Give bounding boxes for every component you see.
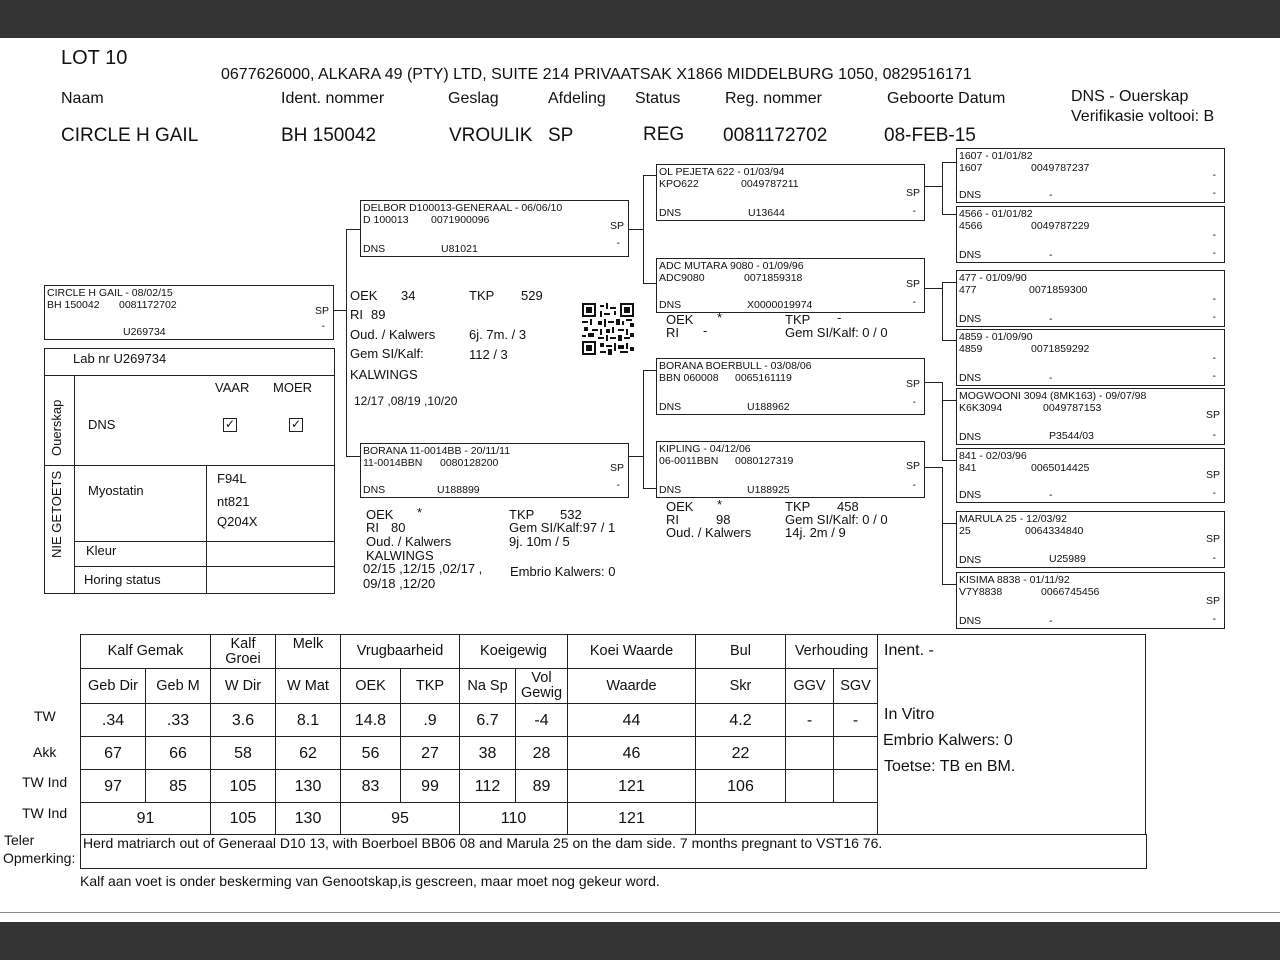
akk-cell xyxy=(786,737,834,770)
gp4-id: 06-0011BBN xyxy=(659,455,719,467)
sire-sp: SP xyxy=(609,220,624,232)
label-naam: Naam xyxy=(61,90,104,107)
ggp5-id: K6K3094 xyxy=(959,402,1003,414)
ev-sub-w-mat: W Mat xyxy=(276,669,341,704)
sire-kalwings-value: 12/17 ,08/19 ,10/20 xyxy=(354,394,458,408)
ggp3-id: 477 xyxy=(959,284,977,296)
toetse: Toetse: TB en BM. xyxy=(884,758,1016,775)
row-label-tw: TW xyxy=(34,708,56,724)
sire-ri-value: 89 xyxy=(371,307,386,322)
gp4-gem: Gem SI/Kalf: 0 / 0 xyxy=(785,512,888,527)
inent: Inent. - xyxy=(884,642,934,659)
lab-moer: MOER xyxy=(273,380,312,395)
kleur-label: Kleur xyxy=(86,543,117,558)
twind2-cell: 121 xyxy=(568,803,696,835)
ev-side-panel xyxy=(878,635,1146,835)
twind-cell: 106 xyxy=(696,770,786,803)
value-reg: 0081172702 xyxy=(723,125,828,146)
ev-sub-sgv: SGV xyxy=(834,669,878,704)
akk-cell: 56 xyxy=(341,737,401,770)
dam-dash: - xyxy=(616,479,620,491)
ggp6-id: 841 xyxy=(959,462,977,474)
gp2-id: ADC9080 xyxy=(659,272,705,284)
gp4-ri-label: RI xyxy=(666,512,679,527)
gp3-id: BBN 060008 xyxy=(659,372,719,384)
dam-tkp-label: TKP xyxy=(509,507,535,522)
ev-group-vrugbaarheid: Vrugbaarheid xyxy=(341,635,460,669)
row-label-twind: TW Ind xyxy=(22,774,68,790)
akk-cell: 22 xyxy=(696,737,786,770)
myostatin-nt821: nt821 xyxy=(217,494,250,509)
ggp1-dash2: - xyxy=(1212,187,1216,199)
ggp2-title: 4566 - 01/01/82 xyxy=(959,208,1033,220)
twind-cell: 89 xyxy=(516,770,568,803)
gp4-ri-value: 98 xyxy=(716,512,731,527)
bottom-divider xyxy=(0,912,1280,913)
myostatin-q204x: Q204X xyxy=(217,514,258,529)
tw-cell: .33 xyxy=(146,704,211,737)
value-status: REG xyxy=(643,124,685,145)
gp1-dns: DNS xyxy=(659,207,682,219)
akk-cell: 27 xyxy=(401,737,460,770)
subject-reg: 0081172702 xyxy=(119,299,177,311)
sire-box xyxy=(360,200,629,257)
tw-cell: 6.7 xyxy=(460,704,516,737)
ggp7-dash2: - xyxy=(1212,552,1216,564)
dam-oud-label: Oud. / Kalwers xyxy=(366,534,452,549)
dam-gem: Gem SI/Kalf:97 / 1 xyxy=(509,520,616,535)
subject-dash: - xyxy=(321,320,325,332)
ev-sub-skr: Skr xyxy=(696,669,786,704)
row-label-twind-2: TW Ind xyxy=(22,805,68,821)
ggp-box-5 xyxy=(956,388,1225,445)
ggp3-dns: DNS xyxy=(959,313,982,325)
ev-sub-vol-gewig: Vol Gewig xyxy=(516,669,568,704)
dam-oek-value: * xyxy=(417,505,423,520)
ggp7-id: 25 xyxy=(959,525,971,537)
sire-oek-value: 34 xyxy=(401,288,416,303)
ggp3-dash1: - xyxy=(1212,293,1216,305)
ggp3-reg: 0071859300 xyxy=(1029,284,1088,296)
moer-check-icon: ✓ xyxy=(290,417,302,431)
qr-code-icon xyxy=(582,303,634,355)
ev-sub-na-sp: Na Sp xyxy=(460,669,516,704)
ggp8-title: KISIMA 8838 - 01/11/92 xyxy=(959,574,1070,586)
ggp1-code: - xyxy=(1049,189,1053,201)
ev-group-verhouding: Verhouding xyxy=(786,635,878,669)
gp1-dash: - xyxy=(912,205,916,217)
ggp6-code: - xyxy=(1049,489,1053,501)
dam-sp: SP xyxy=(609,462,624,474)
gp4-oud-label: Oud. / Kalwers xyxy=(666,525,752,540)
ouerskap-label: Ouerskap xyxy=(49,399,64,456)
ev-sub-tkp: TKP xyxy=(401,669,460,704)
gp3-dash: - xyxy=(912,396,916,408)
ggp2-dash2: - xyxy=(1212,247,1216,259)
dam-kalwings-label: KALWINGS xyxy=(366,548,434,563)
tw-cell: 3.6 xyxy=(211,704,276,737)
label-ident: Ident. nommer xyxy=(281,90,385,107)
gp1-sp: SP xyxy=(905,187,920,199)
ggp-box-3 xyxy=(956,270,1225,327)
gp4-reg: 0080127319 xyxy=(735,455,794,467)
ev-group-koeigewig: Koeigewig xyxy=(460,635,568,669)
ev-group-kalf-gemak: Kalf Gemak xyxy=(81,635,211,669)
ggp4-dns: DNS xyxy=(959,372,982,384)
tw-cell: -4 xyxy=(516,704,568,737)
horing-label: Horing status xyxy=(84,572,161,587)
subject-title: CIRCLE H GAIL - 08/02/15 xyxy=(47,287,173,299)
twind-cell: 83 xyxy=(341,770,401,803)
ggp1-dns: DNS xyxy=(959,189,982,201)
ggp1-reg: 0049787237 xyxy=(1031,162,1090,174)
dns-title: DNS - Ouerskap xyxy=(1071,88,1189,105)
gp3-dns: DNS xyxy=(659,401,682,413)
ggp8-id: V7Y8838 xyxy=(959,586,1003,598)
twind2-cell: 95 xyxy=(341,803,460,835)
twind2-cell: 110 xyxy=(460,803,568,835)
twind-cell xyxy=(786,770,834,803)
sire-gem-value: 112 / 3 xyxy=(469,347,508,362)
gp4-code: U188925 xyxy=(747,484,790,496)
akk-cell xyxy=(834,737,878,770)
myostatin-f94l: F94L xyxy=(217,471,247,486)
label-geslag: Geslag xyxy=(448,90,499,107)
remarks-label-teler: Teler xyxy=(4,832,35,848)
dam-reg: 0080128200 xyxy=(440,457,499,469)
sire-tkp-value: 529 xyxy=(521,288,543,303)
gp2-oek-label: OEK xyxy=(666,312,694,327)
value-geslag: VROULIK xyxy=(449,125,533,146)
gp2-title: ADC MUTARA 9080 - 01/09/96 xyxy=(659,260,804,272)
ggp6-dash2: - xyxy=(1212,487,1216,499)
twind-cell: 99 xyxy=(401,770,460,803)
ggp1-dash1: - xyxy=(1212,169,1216,181)
ggp1-title: 1607 - 01/01/82 xyxy=(959,150,1033,162)
gp4-tkp-label: TKP xyxy=(785,499,811,514)
gp1-reg: 0049787211 xyxy=(741,178,799,190)
akk-cell: 46 xyxy=(568,737,696,770)
ggp2-reg: 0049787229 xyxy=(1031,220,1090,232)
bottom-bar xyxy=(0,922,1280,960)
ggp-box-7 xyxy=(956,511,1225,568)
ev-sub-oek: OEK xyxy=(341,669,401,704)
ggp4-code: - xyxy=(1049,372,1053,384)
ggp6-dns: DNS xyxy=(959,489,982,501)
subject-sp: SP xyxy=(314,305,329,317)
ggp7-sp: SP xyxy=(1205,533,1220,545)
dam-box xyxy=(360,443,629,498)
sire-title: DELBOR D100013-GENERAAL - 06/06/10 xyxy=(363,202,563,214)
twind2-cell: 130 xyxy=(276,803,341,835)
dam-oud-value: 9j. 10m / 5 xyxy=(509,534,570,549)
gp3-sp: SP xyxy=(905,378,920,390)
ggp5-sp: SP xyxy=(1205,409,1220,421)
ev-group-melk: Melk xyxy=(276,635,341,669)
gp2-dash: - xyxy=(912,296,916,308)
ggp8-sp: SP xyxy=(1205,595,1220,607)
ggp1-id: 1607 xyxy=(959,162,983,174)
ggp-box-6 xyxy=(956,448,1225,503)
value-afdeling: SP xyxy=(548,125,574,146)
ev-sub-waarde: Waarde xyxy=(568,669,696,704)
dam-title: BORANA 11-0014BB - 20/11/11 xyxy=(363,445,511,457)
gp4-oud-value: 14j. 2m / 9 xyxy=(785,525,846,540)
ggp6-sp: SP xyxy=(1205,469,1220,481)
in-vitro: In Vitro xyxy=(884,706,935,723)
ggp7-reg: 0064334840 xyxy=(1025,525,1084,537)
gp2-ri-value: - xyxy=(703,323,708,338)
ggp2-dns: DNS xyxy=(959,249,982,261)
twind-cell xyxy=(834,770,878,803)
gp4-dns: DNS xyxy=(659,484,682,496)
gp3-code: U188962 xyxy=(747,401,790,413)
akk-cell: 67 xyxy=(81,737,146,770)
tw-cell: - xyxy=(786,704,834,737)
ggp6-reg: 0065014425 xyxy=(1031,462,1090,474)
ggp5-reg: 0049787153 xyxy=(1043,402,1102,414)
ggp4-title: 4859 - 01/09/90 xyxy=(959,331,1033,343)
ggp4-reg: 0071859292 xyxy=(1031,343,1090,355)
sire-dns: DNS xyxy=(363,243,386,255)
subject-box xyxy=(44,285,334,340)
gp1-title: OL PEJETA 622 - 01/03/94 xyxy=(659,166,785,178)
ggp7-dns: DNS xyxy=(959,554,982,566)
label-reg: Reg. nommer xyxy=(725,90,822,107)
akk-cell: 28 xyxy=(516,737,568,770)
ggp4-id: 4859 xyxy=(959,343,983,355)
dam-ri-value: 80 xyxy=(391,520,406,535)
ggp3-dash2: - xyxy=(1212,311,1216,323)
subject-code: U269734 xyxy=(123,326,166,338)
gp-box-3 xyxy=(656,358,925,415)
ggp8-code: - xyxy=(1049,615,1053,627)
gp-box-2 xyxy=(656,258,925,313)
ev-sub-geb-m: Geb M xyxy=(146,669,211,704)
ggp8-dns: DNS xyxy=(959,615,982,627)
ggp5-title: MOGWOONI 3094 (8MK163) - 09/07/98 xyxy=(959,390,1147,402)
gp2-sp: SP xyxy=(905,278,920,290)
ggp2-dash1: - xyxy=(1212,229,1216,241)
sire-oek-label: OEK xyxy=(350,288,378,303)
lot-number: LOT 10 xyxy=(61,47,128,69)
ggp4-dash2: - xyxy=(1212,370,1216,382)
lab-vaar: VAAR xyxy=(215,380,250,395)
row-label-akk: Akk xyxy=(33,744,57,760)
ggp8-dash2: - xyxy=(1212,613,1216,625)
ggp5-dns: DNS xyxy=(959,431,982,443)
ggp8-reg: 0066745456 xyxy=(1041,586,1100,598)
ggp-box-1 xyxy=(956,148,1225,203)
ggp-box-4 xyxy=(956,329,1225,386)
twind-cell: 112 xyxy=(460,770,516,803)
akk-cell: 62 xyxy=(276,737,341,770)
footer-note: Kalf aan voet is onder beskerming van Genootskap,is gescreen, maar moet nog gekeur word. xyxy=(80,873,660,889)
nie-getoets-label: NIE GETOETS xyxy=(49,470,64,558)
value-geboorte: 08-FEB-15 xyxy=(884,125,976,146)
sire-ri-label: RI xyxy=(350,307,363,322)
gp2-dns: DNS xyxy=(659,299,682,311)
twind-cell: 121 xyxy=(568,770,696,803)
ev-group-kalf-groei: Kalf Groei xyxy=(211,635,276,669)
dam-dns: DNS xyxy=(363,484,386,496)
ggp5-dash2: - xyxy=(1212,429,1216,441)
dam-kalwings-1: 02/15 ,12/15 ,02/17 , xyxy=(363,561,483,576)
tw-cell: - xyxy=(834,704,878,737)
tw-cell: 4.2 xyxy=(696,704,786,737)
label-geboorte: Geboorte Datum xyxy=(887,90,1006,107)
ggp-box-2 xyxy=(956,206,1225,263)
gp-box-4 xyxy=(656,441,925,498)
dam-tkp-value: 532 xyxy=(560,507,582,522)
twind2-cell xyxy=(696,803,878,835)
gp2-tkp-label: TKP xyxy=(785,312,811,327)
dns-verification: Verifikasie voltooi: B xyxy=(1071,108,1215,125)
ev-group-koei-waarde: Koei Waarde xyxy=(568,635,696,669)
dam-kalwings-2: 09/18 ,12/20 xyxy=(363,576,436,591)
dam-id: 11-0014BBN xyxy=(363,457,423,469)
ggp2-code: - xyxy=(1049,249,1053,261)
tw-cell: .9 xyxy=(401,704,460,737)
gp2-code: X0000019974 xyxy=(747,299,813,311)
sire-dash: - xyxy=(616,237,620,249)
gp2-tkp-value: - xyxy=(837,310,842,325)
gp4-oek-label: OEK xyxy=(666,499,694,514)
label-status: Status xyxy=(635,90,681,107)
ev-sub-w-dir: W Dir xyxy=(211,669,276,704)
dam-oek-label: OEK xyxy=(366,507,394,522)
gp2-ri-label: RI xyxy=(666,325,679,340)
gp1-code: U13644 xyxy=(748,207,785,219)
gp4-sp: SP xyxy=(905,460,920,472)
dam-ri-label: RI xyxy=(366,520,379,535)
akk-cell: 66 xyxy=(146,737,211,770)
gp2-gem: Gem SI/Kalf: 0 / 0 xyxy=(785,325,888,340)
ggp2-id: 4566 xyxy=(959,220,983,232)
ggp4-dash1: - xyxy=(1212,352,1216,364)
remarks-text: Herd matriarch out of Generaal D10 13, with Boerboel BB06 08 and Marula 25 on the dam side. 7 months pregnant to VST16 76. xyxy=(83,835,883,851)
lab-number: Lab nr U269734 xyxy=(73,351,167,366)
dam-code: U188899 xyxy=(437,484,480,496)
gp4-dash: - xyxy=(912,479,916,491)
value-naam: CIRCLE H GAIL xyxy=(61,125,199,146)
akk-cell: 38 xyxy=(460,737,516,770)
tw-cell: .34 xyxy=(81,704,146,737)
gp4-tkp-value: 458 xyxy=(837,499,859,514)
ev-sub-ggv: GGV xyxy=(786,669,834,704)
gp3-reg: 0065161119 xyxy=(735,372,792,384)
sire-kalwings-label: KALWINGS xyxy=(350,367,418,382)
tw-cell: 14.8 xyxy=(341,704,401,737)
ggp-box-8 xyxy=(956,572,1225,629)
ev-table xyxy=(80,634,1146,835)
sire-oud-value: 6j. 7m. / 3 xyxy=(469,327,527,342)
myostatin-label: Myostatin xyxy=(88,483,144,498)
embrio-kalwers: Embrio Kalwers: 0 xyxy=(883,732,1013,749)
sire-id: D 100013 xyxy=(363,214,409,226)
vaar-check-icon: ✓ xyxy=(224,417,236,431)
tw-cell: 44 xyxy=(568,704,696,737)
sire-tkp-label: TKP xyxy=(469,288,495,303)
gp4-title: KIPLING - 04/12/06 xyxy=(659,443,751,455)
twind2-cell: 91 xyxy=(81,803,211,835)
label-afdeling: Afdeling xyxy=(548,90,606,107)
dam-embrio: Embrio Kalwers: 0 xyxy=(510,564,616,579)
ggp6-title: 841 - 02/03/96 xyxy=(959,450,1027,462)
sire-code: U81021 xyxy=(441,243,478,255)
akk-cell: 58 xyxy=(211,737,276,770)
ggp7-code: U25989 xyxy=(1049,553,1086,565)
ggp3-code: - xyxy=(1049,313,1053,325)
gp-box-1 xyxy=(656,164,925,221)
value-ident: BH 150042 xyxy=(281,125,377,146)
twind-cell: 85 xyxy=(146,770,211,803)
remarks-label-opmerking: Opmerking: xyxy=(3,850,76,866)
gp2-oek-value: * xyxy=(717,310,723,325)
top-bar xyxy=(0,0,1280,38)
lab-dns: DNS xyxy=(88,417,116,432)
twind2-cell: 105 xyxy=(211,803,276,835)
ggp5-code: P3544/03 xyxy=(1049,430,1094,442)
sire-oud-label: Oud. / Kalwers xyxy=(350,327,436,342)
twind-cell: 97 xyxy=(81,770,146,803)
subject-id: BH 150042 xyxy=(47,299,100,311)
gp1-id: KPO622 xyxy=(659,178,699,190)
sire-gem-label: Gem SI/Kalf: xyxy=(350,346,424,361)
gp3-title: BORANA BOERBULL - 03/08/06 xyxy=(659,360,812,372)
ggp3-title: 477 - 01/09/90 xyxy=(959,272,1027,284)
tw-cell: 8.1 xyxy=(276,704,341,737)
gp2-reg: 0071859318 xyxy=(744,272,803,284)
twind-cell: 105 xyxy=(211,770,276,803)
ev-group-bul: Bul xyxy=(696,635,786,669)
gp4-oek-value: * xyxy=(717,497,723,512)
owner-line: 0677626000, ALKARA 49 (PTY) LTD, SUITE 214 PRIVAATSAK X1866 MIDDELBURG 1050, 0829516171 xyxy=(221,66,972,83)
twind-cell: 130 xyxy=(276,770,341,803)
sire-reg: 0071900096 xyxy=(431,214,490,226)
ggp7-title: MARULA 25 - 12/03/92 xyxy=(959,513,1067,525)
ev-sub-geb-dir: Geb Dir xyxy=(81,669,146,704)
